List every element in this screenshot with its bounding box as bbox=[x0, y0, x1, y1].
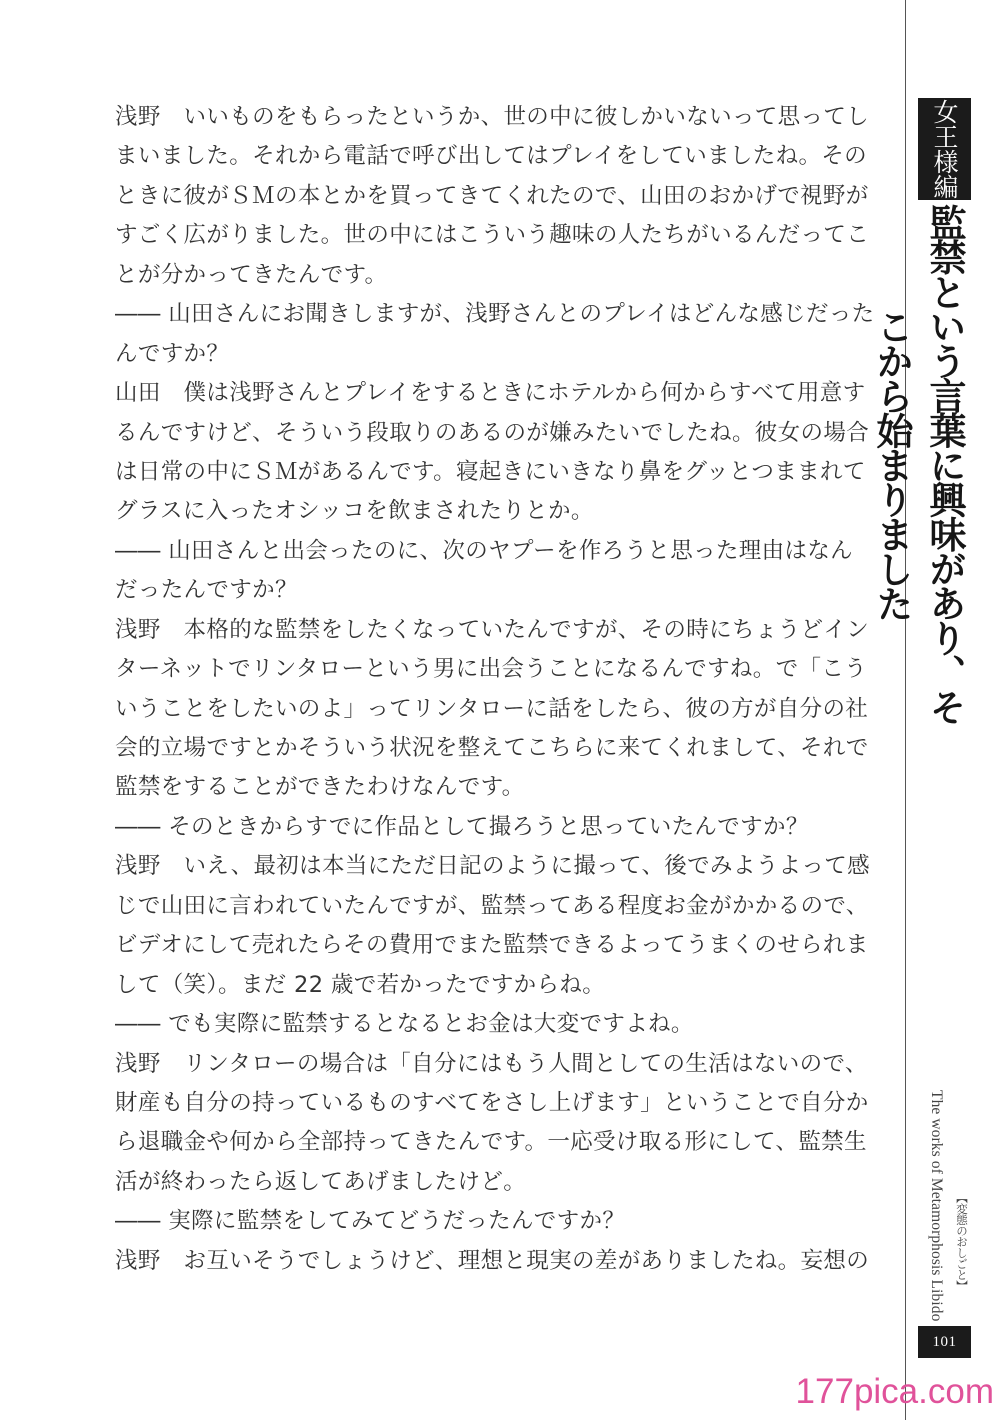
body-line: ―― そのときからすでに作品として撮ろうと思っていたんですか？ bbox=[115, 813, 809, 840]
body-line: は日常の中にＳＭがあるんです。寝起きにいきなり鼻をグッとつままれて bbox=[115, 458, 866, 485]
body-line: ―― 実際に監禁をしてみてどうだったんですか？ bbox=[115, 1208, 626, 1235]
body-line: 活が終わったら返してあげましたけど。 bbox=[115, 1168, 527, 1195]
body-line: るんですけど、そういう段取りのあるのが嫌みたいでしたね。彼女の場合 bbox=[115, 419, 870, 446]
body-line: 浅野 お互いそうでしょうけど、理想と現実の差がありましたね。妄想の bbox=[115, 1247, 870, 1274]
body-line: グラスに入ったオシッコを飲まされたりとか。 bbox=[115, 498, 594, 525]
body-line: ビデオにして売れたらその費用でまた監禁できるよってうまくのせられま bbox=[115, 932, 869, 959]
body-line: して（笑）。まだ 22 歳で若かったですからね。 bbox=[115, 971, 606, 998]
series-label: 女王様編 bbox=[918, 98, 971, 200]
body-line: 監禁をすることができたわけなんです。 bbox=[115, 774, 525, 801]
body-line: だったんですか？ bbox=[115, 577, 298, 604]
body-line: 浅野 本格的な監禁をしたくなっていたんですが、その時にちょうどイン bbox=[115, 616, 870, 643]
body-line: 浅野 いえ、最初は本当にただ日記のように撮って、後でみようよって感 bbox=[115, 853, 870, 880]
sidebar-divider bbox=[905, 0, 906, 1420]
body-line: 山田 僕は浅野さんとプレイをするときにホテルから何からすべて用意す bbox=[115, 380, 866, 407]
body-line: 浅野 いいものをもらったというか、世の中に彼しかいないって思ってし bbox=[115, 104, 870, 130]
body-line: ターネットでリンタローという男に出会うことになるんですね。で「こう bbox=[115, 656, 868, 683]
body-line: ときに彼がＳＭの本とかを買ってきてくれたので、山田のおかげで視野が bbox=[115, 182, 869, 209]
body-text bbox=[115, 98, 885, 1281]
body-line: ら退職金や何から全部持ってきたんです。一応受け取る形にして、監禁生 bbox=[115, 1129, 867, 1156]
body-line: 会的立場ですとかそういう状況を整えてこちらに来てくれまして、それで bbox=[115, 735, 869, 761]
book-title-english: The works of Metamorphosis Libido bbox=[928, 1090, 945, 1322]
body-line: とが分かってきたんです。 bbox=[115, 261, 388, 288]
page-number: 101 bbox=[918, 1326, 971, 1358]
body-line: じで山田に言われていたんですが、監禁ってある程度お金がかかるので、 bbox=[115, 892, 869, 919]
body-line: まいました。それから電話で呼び出してはプレイをしていましたね。その bbox=[115, 143, 868, 170]
book-title-japanese: 【変態のおしごと】 bbox=[955, 1192, 969, 1291]
body-line: んですか？ bbox=[115, 340, 230, 367]
body-line: ―― でも実際に監禁するとなるとお金は大変ですよね。 bbox=[115, 1011, 694, 1038]
body-line: ―― 山田さんと出会ったのに、次のヤプーを作ろうと思った理由はなん bbox=[115, 537, 854, 564]
chapter-title: 監禁という言葉に興味があり、そこから始まりました bbox=[870, 204, 967, 724]
body-line: 浅野 リンタローの場合は「自分にはもう人間としての生活はないので、 bbox=[115, 1050, 868, 1077]
body-line: 財産も自分の持っているものすべてをさし上げます」ということで自分か bbox=[115, 1089, 869, 1116]
watermark-text: 177pica.com bbox=[795, 1372, 994, 1411]
body-line: すごく広がりました。世の中にはこういう趣味の人たちがいるんだってこ bbox=[115, 222, 870, 249]
body-line: いうことをしたいのよ」ってリンタローに話をしたら、彼の方が自分の社 bbox=[115, 695, 869, 722]
body-line: ―― 山田さんにお聞きしますが、浅野さんとのプレイはどんな感じだった bbox=[115, 301, 875, 328]
